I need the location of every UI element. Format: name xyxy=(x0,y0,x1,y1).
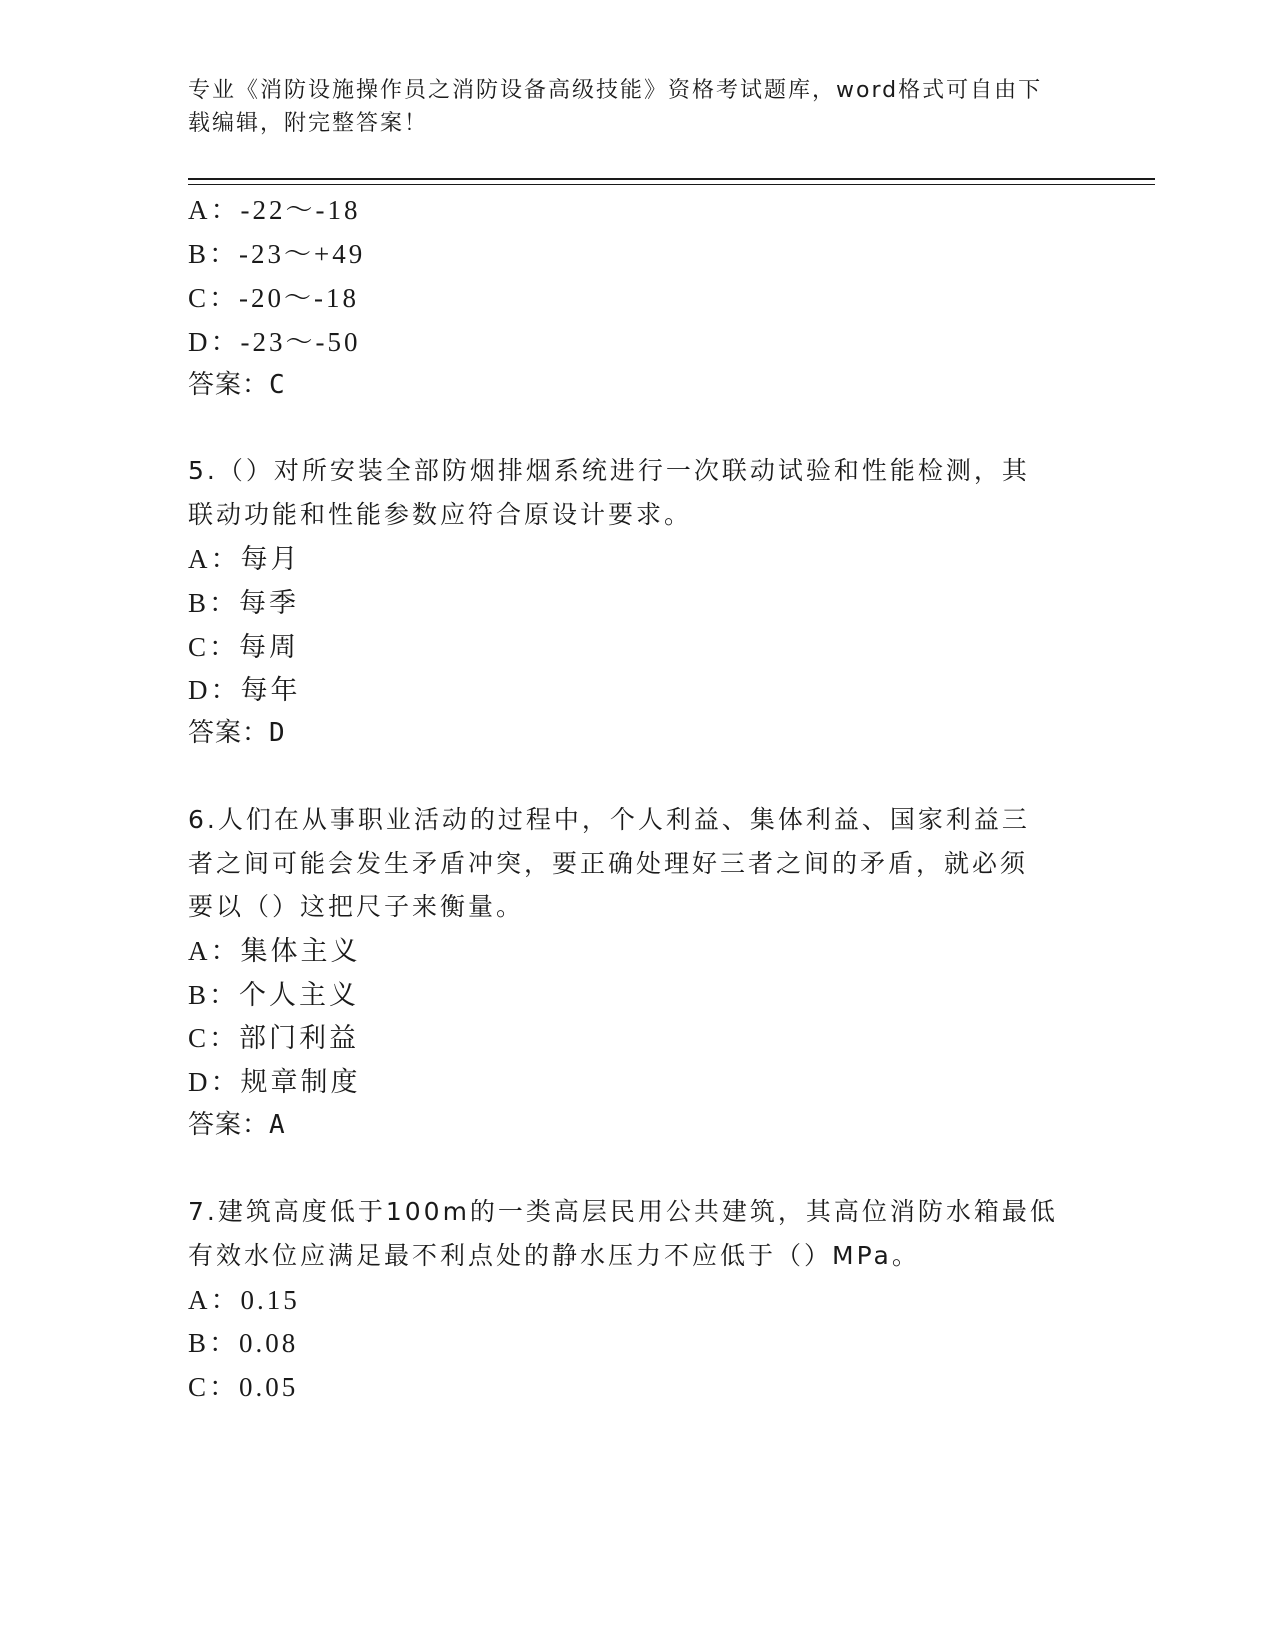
answer-value: A xyxy=(269,1110,286,1140)
q5-option-c: C：每周 xyxy=(188,632,300,662)
q7-stem-line-2: 有效水位应满足最不利点处的静水压力不应低于（）MPa。 xyxy=(188,1241,920,1270)
answer-label: 答案： xyxy=(188,1110,270,1140)
q7-option-b: B：0.08 xyxy=(188,1328,299,1358)
header-divider-thin xyxy=(188,184,1155,185)
q5-option-d: D：每年 xyxy=(188,675,301,705)
answer-value: C xyxy=(269,370,286,400)
q4-option-b: B：-23～+49 xyxy=(188,239,366,269)
answer-value: D xyxy=(269,718,286,748)
answer-label: 答案： xyxy=(188,718,270,748)
q7-stem-line-1: 7.建筑高度低于100m的一类高层民用公共建筑，其高位消防水箱最低 xyxy=(188,1197,1058,1226)
q4-option-a: A：-22～-18 xyxy=(188,195,361,225)
q6-option-c: C：部门利益 xyxy=(188,1023,360,1053)
header-divider-thick xyxy=(188,178,1155,180)
q5-answer xyxy=(188,716,286,750)
q6-stem-line-3: 要以（）这把尺子来衡量。 xyxy=(188,892,525,921)
q7-option-c: C：0.05 xyxy=(188,1372,299,1402)
q5-option-a: A：每月 xyxy=(188,544,301,574)
q6-stem-line-2: 者之间可能会发生矛盾冲突，要正确处理好三者之间的矛盾，就必须 xyxy=(188,849,1029,878)
q5-stem-line-1: 5.（）对所安装全部防烟排烟系统进行一次联动试验和性能检测，其 xyxy=(188,456,1030,485)
q7-option-a: A：0.15 xyxy=(188,1285,300,1315)
answer-label: 答案： xyxy=(188,370,270,400)
q6-option-a: A：集体主义 xyxy=(188,936,361,966)
q6-stem-line-1: 6.人们在从事职业活动的过程中，个人利益、集体利益、国家利益三 xyxy=(188,805,1030,834)
q5-option-b: B：每季 xyxy=(188,588,300,618)
q4-option-d: D：-23～-50 xyxy=(188,327,361,357)
q6-answer xyxy=(188,1108,286,1142)
q4-option-c: C：-20～-18 xyxy=(188,283,359,313)
q6-option-d: D：规章制度 xyxy=(188,1067,361,1097)
document-header xyxy=(188,74,1088,140)
header-line-1: 专业《消防设施操作员之消防设备高级技能》资格考试题库，word格式可自由下 xyxy=(188,78,1043,103)
q5-stem-line-2: 联动功能和性能参数应符合原设计要求。 xyxy=(188,500,693,529)
q4-answer xyxy=(188,368,286,402)
q6-option-b: B：个人主义 xyxy=(188,980,360,1010)
header-line-2: 载编辑，附完整答案！ xyxy=(188,111,429,136)
